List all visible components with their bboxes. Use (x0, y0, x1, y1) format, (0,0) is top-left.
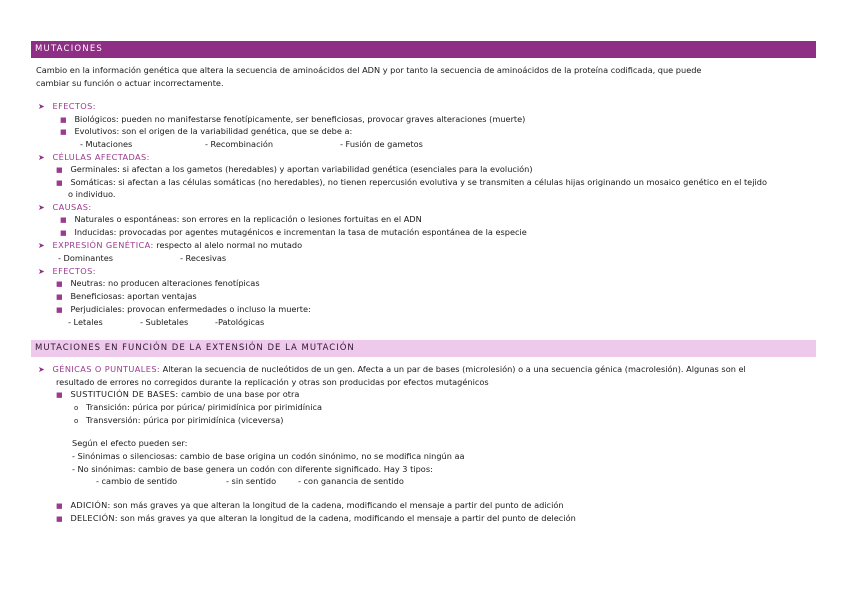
section-title-mutaciones: MUTACIONES (31, 41, 816, 58)
square-bullet-icon: ■ (56, 515, 63, 523)
evolutivos-cause: - Recombinación (205, 139, 274, 149)
intro-line-2: cambiar su función o actuar incorrectamente. (36, 78, 224, 88)
circle-bullet-icon: o (74, 417, 79, 425)
sustitucion-heading: SUSTITUCIÓN DE BASES: (70, 389, 179, 399)
square-bullet-icon: ■ (56, 502, 63, 510)
list-item (56, 500, 564, 512)
inducidas-text: Inducidas: provocadas por agentes mutagénicos e incrementan la tasa de mutación espontánea de la especie (74, 227, 527, 237)
square-bullet-icon: ■ (56, 391, 63, 399)
square-bullet-icon: ■ (60, 216, 67, 224)
square-bullet-icon: ■ (56, 179, 63, 187)
expresion-type: - Recesivas (180, 253, 227, 263)
adicion-text: son más graves ya que alteran la longitud de la cadena, modificando el mensaje a partir del punto de adición (110, 500, 564, 510)
celulas-heading-row (38, 152, 150, 163)
genicas-text: Alteran la secuencia de nucleótidos de un gen. Afecta a un par de bases (microlesión) o a una secuencia génica (macrolesión). Algunas son el (160, 364, 746, 374)
list-item (60, 214, 422, 226)
efectos2-heading-row (38, 266, 96, 277)
list-item (74, 415, 283, 427)
arrow-bullet-icon: ➤ (38, 241, 45, 250)
perjudiciales-type: - Subletales (140, 317, 189, 327)
arrow-bullet-icon: ➤ (38, 267, 45, 276)
list-item (56, 177, 767, 189)
delecion-text: son más graves ya que alteran la longitud de la cadena, modificando el mensaje a partir del punto de deleción (117, 513, 576, 523)
list-item (56, 291, 197, 303)
list-item (74, 402, 322, 414)
expresion-text: respecto al alelo normal no mutado (153, 240, 303, 250)
list-item (56, 304, 311, 316)
causas-heading-row (38, 202, 92, 213)
beneficiosas-text: Beneficiosas: aportan ventajas (70, 291, 197, 301)
square-bullet-icon: ■ (60, 128, 67, 136)
square-bullet-icon: ■ (60, 229, 67, 237)
adicion-heading: ADICIÓN: (70, 500, 111, 510)
expresion-type: - Dominantes (58, 253, 114, 263)
neutras-text: Neutras: no producen alteraciones fenotípicas (70, 278, 260, 288)
no-sinonimas-text: - No sinónimas: cambio de base genera un codón con diferente significado. Hay 3 tipos: (72, 464, 433, 474)
list-item (56, 389, 299, 401)
no-sinonimas-type: - sin sentido (226, 476, 277, 486)
section-title-extension: MUTACIONES EN FUNCIÓN DE LA EXTENSIÓN DE LA MUTACIÓN (31, 340, 816, 357)
efectos-heading: EFECTOS: (52, 101, 96, 111)
genicas-row (38, 364, 746, 375)
evolutivos-cause: - Fusión de gametos (340, 139, 423, 149)
somaticas-text: Somáticas: si afectan a las células somáticas (no heredables), no tienen repercusión evolutiva y se transmiten a células hijas originando un mosaico genético en el tejido (70, 177, 767, 187)
genicas-text-cont: resultado de errores no corregidos durante la replicación y otras son producidas por efectos mutagénicos (56, 377, 489, 387)
sustitucion-text: cambio de una base por otra (178, 389, 300, 399)
evolutivos-cause: - Mutaciones (80, 139, 133, 149)
arrow-bullet-icon: ➤ (38, 365, 45, 374)
segun-text: Según el efecto pueden ser: (72, 438, 188, 448)
perjudiciales-type: - Letales (68, 317, 103, 327)
list-item (56, 513, 576, 525)
evolutivos-text: Evolutivos: son el origen de la variabilidad genética, que se debe a: (74, 126, 353, 136)
expresion-heading: EXPRESIÓN GENÉTICA: (52, 240, 154, 250)
list-item (56, 278, 260, 290)
no-sinonimas-type: - cambio de sentido (96, 476, 178, 486)
square-bullet-icon: ■ (60, 116, 67, 124)
square-bullet-icon: ■ (56, 293, 63, 301)
list-item (60, 126, 352, 138)
expresion-heading-row (38, 240, 302, 251)
transversion-text: Transversión: púrica por pirimidínica (viceversa) (86, 415, 284, 425)
causas-heading: CAUSAS: (52, 202, 92, 212)
germinales-text: Germinales: si afectan a los gametos (heredables) y aportan variabilidad genética (esenciales para la evolución) (70, 164, 533, 174)
square-bullet-icon: ■ (56, 306, 63, 314)
list-item (60, 227, 527, 239)
delecion-heading: DELECIÓN: (70, 513, 118, 523)
sinonimas-text: - Sinónimas o silenciosas: cambio de base origina un codón sinónimo, no se modifica ningún aa (72, 451, 465, 461)
transicion-text: Transición: púrica por púrica/ pirimidínica por pirimidínica (86, 402, 322, 412)
efectos2-heading: EFECTOS: (52, 266, 96, 276)
square-bullet-icon: ■ (56, 166, 63, 174)
list-item (56, 164, 533, 176)
naturales-text: Naturales o espontáneas: son errores en la replicación o lesiones fortuitas en el ADN (74, 214, 422, 224)
perjudiciales-text: Perjudiciales: provocan enfermedades o incluso la muerte: (70, 304, 311, 314)
circle-bullet-icon: o (74, 404, 79, 412)
arrow-bullet-icon: ➤ (38, 153, 45, 162)
no-sinonimas-type: - con ganancia de sentido (298, 476, 404, 486)
perjudiciales-type: -Patológicas (215, 317, 265, 327)
list-item (60, 114, 525, 126)
celulas-heading: CÉLULAS AFECTADAS: (52, 152, 150, 162)
arrow-bullet-icon: ➤ (38, 102, 45, 111)
efectos-heading-row (38, 101, 96, 112)
arrow-bullet-icon: ➤ (38, 203, 45, 212)
square-bullet-icon: ■ (56, 280, 63, 288)
genicas-heading: GÉNICAS O PUNTUALES: (52, 364, 161, 374)
somaticas-text-cont: o individuo. (68, 189, 116, 199)
intro-line-1: Cambio en la información genética que altera la secuencia de aminoácidos del ADN y por tanto la secuencia de aminoácidos de la proteína codificada, que puede (36, 65, 702, 75)
biologicos-text: Biológicos: pueden no manifestarse fenotípicamente, ser beneficiosas, provocar graves alteraciones (muerte) (74, 114, 526, 124)
